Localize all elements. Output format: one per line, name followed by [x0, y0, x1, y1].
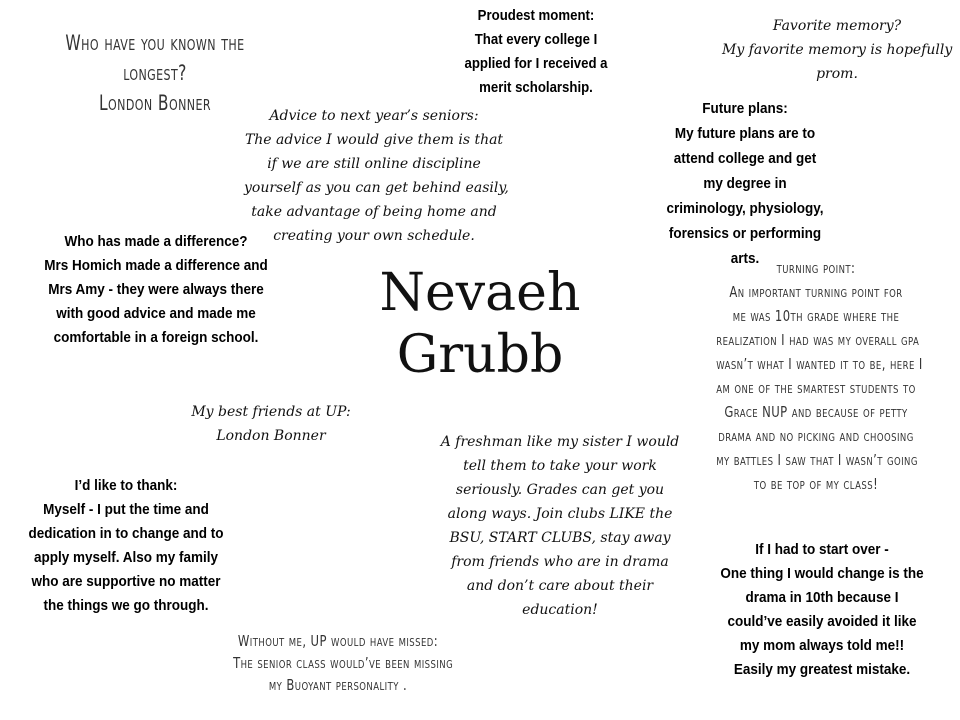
- student-last-name: Grubb: [396, 325, 564, 385]
- difference-text: with good advice and made me: [56, 305, 256, 322]
- turning-point-heading: turning point:: [776, 259, 856, 277]
- future-plans-text: forensics or performing: [668, 225, 822, 242]
- difference-text: Mrs Amy - they were always there: [48, 281, 264, 298]
- thank-text: the things we go through.: [43, 597, 209, 614]
- future-plans-text: my degree in: [703, 175, 787, 192]
- advice-text: take advantage of being home and: [251, 204, 497, 220]
- who-known-longest-question-cont: longest?: [123, 61, 187, 85]
- thank-text: Myself - I put the time and: [43, 501, 209, 518]
- freshman-advice-section: [440, 430, 680, 622]
- turning-point-text: drama and no picking and choosing: [718, 427, 914, 445]
- start-over-section: [716, 538, 928, 682]
- proudest-moment-text: That every college I: [474, 31, 598, 48]
- freshman-advice-text: along ways. Join clubs LIKE the: [447, 506, 673, 522]
- advice-text: if we are still online discipline: [267, 156, 481, 172]
- future-plans-text: My future plans are to: [674, 125, 816, 142]
- turning-point-text: am one of the smartest students to: [716, 379, 916, 397]
- start-over-heading: If I had to start over -: [755, 541, 889, 558]
- start-over-text: drama in 10th because I: [745, 589, 899, 606]
- favorite-memory-text: prom.: [816, 66, 858, 82]
- difference-text: Mrs Homich made a difference and: [44, 257, 268, 274]
- future-plans-text: criminology, physiology,: [666, 200, 824, 217]
- future-plans-text: arts.: [730, 250, 760, 267]
- freshman-advice-text: seriously. Grades can get you: [455, 482, 665, 498]
- thank-section: [20, 474, 232, 618]
- without-me-text: The senior class would’ve been missing: [233, 654, 454, 672]
- turning-point-text: An important turning point for: [729, 283, 903, 301]
- proudest-moment-text: merit scholarship.: [479, 79, 593, 96]
- favorite-memory-heading: Favorite memory?: [772, 18, 902, 34]
- without-me-heading: Without me, UP would have missed:: [237, 632, 439, 650]
- advice-text: creating your own schedule.: [273, 228, 475, 244]
- difference-section: [37, 230, 275, 350]
- turning-point-text: my battles I saw that I wasn’t going: [716, 451, 918, 469]
- freshman-advice-text: A freshman like my sister I would: [440, 434, 680, 450]
- freshman-advice-text: from friends who are in drama: [451, 554, 669, 570]
- who-known-longest-question: Who have you known the: [65, 31, 245, 55]
- turning-point-text: Grace NUP and because of petty: [724, 403, 908, 421]
- thank-heading: I’d like to thank:: [74, 477, 178, 494]
- future-plans-heading: Future plans:: [702, 100, 788, 117]
- thank-text: who are supportive no matter: [31, 573, 221, 590]
- difference-heading: Who has made a difference?: [64, 233, 248, 250]
- best-friends-heading: My best friends at UP:: [191, 404, 351, 420]
- advice-heading: Advice to next year’s seniors:: [269, 108, 479, 124]
- who-known-longest-answer: London Bonner: [99, 91, 211, 115]
- start-over-text: my mom always told me!!: [739, 637, 905, 654]
- freshman-advice-text: BSU, START CLUBS, stay away: [449, 530, 671, 546]
- best-friends-text: London Bonner: [216, 428, 326, 444]
- advice-section: [244, 104, 509, 248]
- best-friends-section: [176, 400, 366, 448]
- start-over-text: Easily my greatest mistake.: [733, 661, 911, 678]
- turning-point-text: wasn’t what I wanted it to be, here I: [716, 355, 923, 373]
- favorite-memory-text: My favorite memory is hopefully: [722, 42, 953, 58]
- freshman-advice-text: and don’t care about their: [466, 578, 654, 594]
- thank-text: dedication in to change and to: [28, 525, 224, 542]
- proudest-moment-heading: Proudest moment:: [477, 7, 595, 24]
- student-name: [360, 262, 600, 386]
- start-over-text: could’ve easily avoided it like: [727, 613, 917, 630]
- start-over-text: One thing I would change is the: [720, 565, 924, 582]
- difference-text: comfortable in a foreign school.: [53, 329, 259, 346]
- turning-point-text: realization I had was my overall gpa: [716, 331, 920, 349]
- advice-text: yourself as you can get behind easily,: [244, 180, 509, 196]
- without-me-section: [233, 630, 454, 696]
- advice-text: The advice I would give them is that: [244, 132, 504, 148]
- turning-point-text: me was 10th grade where the: [732, 307, 900, 325]
- turning-point-text: to be top of my class!: [753, 475, 879, 493]
- favorite-memory-section: [722, 14, 952, 86]
- turning-point-section: [716, 256, 923, 496]
- future-plans-section: [660, 96, 831, 271]
- proudest-moment-section: [448, 4, 624, 100]
- future-plans-text: attend college and get: [673, 150, 817, 167]
- who-known-longest-section: [61, 28, 250, 118]
- proudest-moment-text: applied for I received a: [464, 55, 608, 72]
- student-first-name: Nevaeh: [379, 263, 581, 323]
- thank-text: apply myself. Also my family: [33, 549, 219, 566]
- freshman-advice-text: tell them to take your work: [463, 458, 657, 474]
- without-me-text: my Buoyant personality .: [268, 676, 408, 694]
- freshman-advice-text: education!: [522, 602, 598, 618]
